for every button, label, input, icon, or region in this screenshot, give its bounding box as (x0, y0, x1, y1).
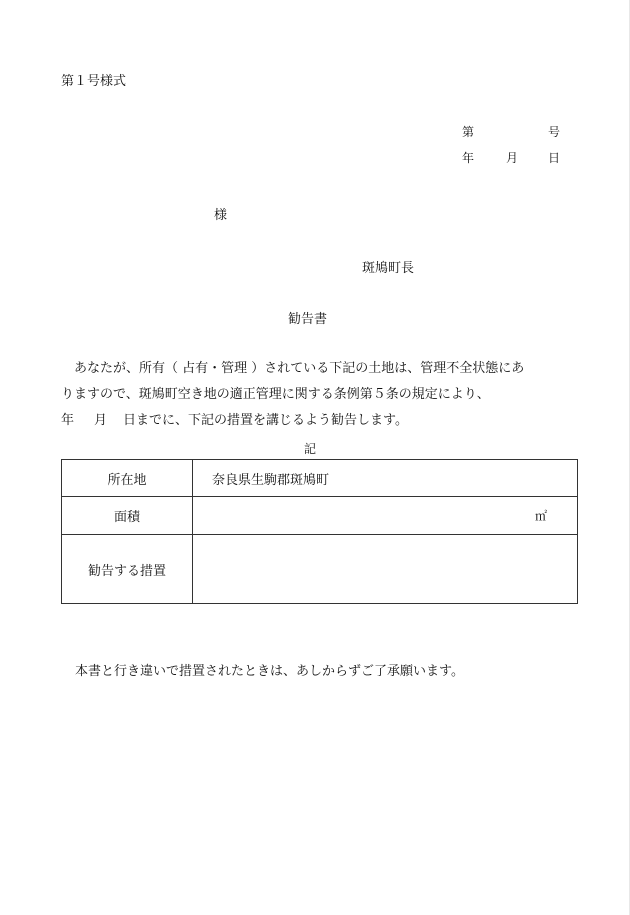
issue-block (462, 123, 562, 175)
ki-heading: 記 (304, 442, 317, 456)
issue-number-row (462, 123, 562, 149)
table-row (62, 535, 578, 604)
body-line-3 (61, 408, 561, 434)
measures-value (193, 535, 578, 604)
issue-day: 日 (548, 151, 561, 165)
issue-year: 年 (462, 151, 475, 165)
body-line-2: りますので、斑鳩町空き地の適正管理に関する条例第５条の規定により、 (61, 387, 490, 402)
issue-number-suffix: 号 (548, 125, 561, 139)
area-value-cell (193, 497, 578, 535)
area-unit: ㎡ (534, 509, 547, 523)
table-row (62, 460, 578, 497)
issue-number-prefix: 第 (462, 125, 475, 139)
form-number: 第１号様式 (61, 74, 127, 89)
location-value: 奈良県生駒郡斑鳩町 (193, 460, 578, 497)
issue-date-row (462, 149, 562, 175)
table-row (62, 497, 578, 535)
closing-note: 本書と行き違いで措置されたときは、あしからずご了承願います。 (75, 664, 464, 679)
sender: 斑鳩町長 (362, 261, 415, 276)
deadline-month: 月 (94, 413, 108, 428)
location-label: 所在地 (62, 460, 193, 497)
document-title: 勧告書 (288, 312, 328, 327)
body-paragraph (61, 356, 561, 434)
body-line-1: あなたが、所有（ 占有・管理 ）されている下記の土地は、管理不全状態にあ (74, 361, 525, 376)
deadline-rest: 日までに、下記の措置を講じるよう勧告します。 (123, 413, 408, 428)
recommendation-table (61, 459, 578, 604)
area-label: 面積 (62, 497, 193, 535)
issue-month: 月 (506, 151, 519, 165)
measures-label: 勧告する措置 (62, 535, 193, 604)
addressee-suffix: 様 (214, 208, 228, 223)
deadline-year: 年 (61, 413, 75, 428)
